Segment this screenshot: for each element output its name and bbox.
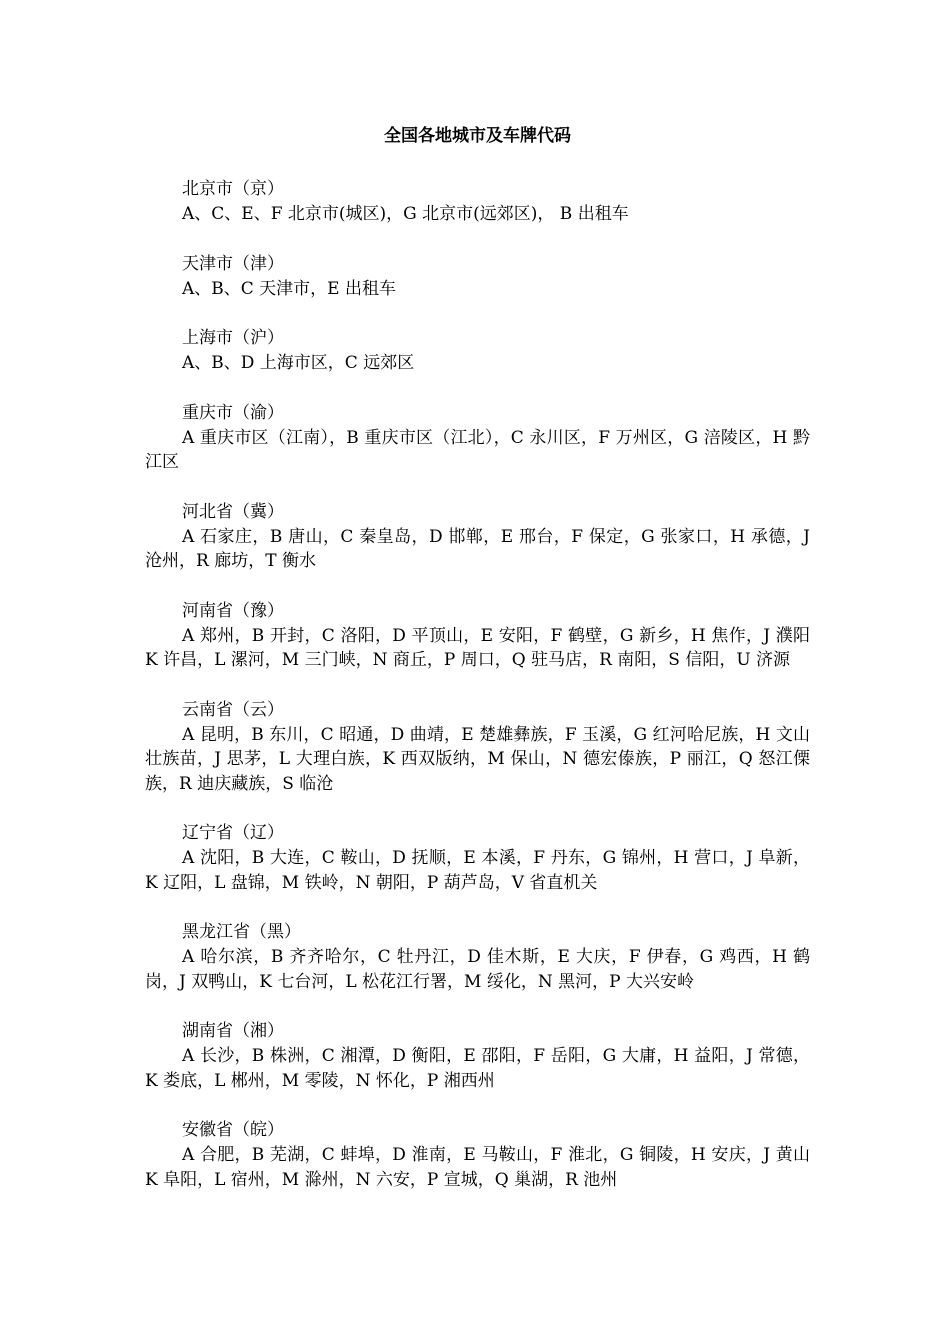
section-heading: 北京市（京） — [182, 179, 284, 199]
section-tianjin — [145, 251, 810, 302]
section-heading: 辽宁省（辽） — [182, 823, 284, 843]
section-body: A 石家庄，B 唐山，C 秦皇岛，D 邯郸，E 邢台，F 保定，G 张家口，H 承德，J 沧州，R 廊坊，T 衡水 — [145, 526, 810, 571]
section-body: A 沈阳，B 大连，C 鞍山，D 抚顺，E 本溪，F 丹东，G 锦州，H 营口，J 阜新，K 辽阳，L 盘锦，M 铁岭，N 朝阳，P 葫芦岛，V 省直机关 — [145, 848, 810, 893]
section-heading: 湖南省（湘） — [182, 1021, 284, 1041]
section-henan — [145, 598, 810, 673]
section-hebei — [145, 499, 810, 574]
section-anhui — [145, 1117, 810, 1192]
section-shanghai — [145, 325, 810, 376]
section-heading: 安徽省（皖） — [182, 1120, 284, 1140]
section-body: A、B、D 上海市区，C 远郊区 — [182, 353, 415, 373]
document-title: 全国各地城市及车牌代码 — [384, 126, 571, 146]
section-heading: 河南省（豫） — [182, 600, 284, 621]
section-body: A 重庆市区（江南），B 重庆市区（江北），C 永川区，F 万州区，G 涪陵区，H 黔江区 — [145, 427, 810, 472]
section-heading: 天津市（津） — [182, 253, 284, 274]
section-liaoning — [145, 820, 810, 895]
section-body: A、B、C 天津市，E 出租车 — [182, 278, 396, 299]
section-heading: 云南省（云） — [182, 699, 284, 720]
document-page — [145, 122, 810, 1216]
section-body: A 长沙，B 株洲，C 湘潭，D 衡阳，E 邵阳，F 岳阳，G 大庸，H 益阳，J 常德，K 娄底，L 郴州，M 零陵，N 怀化，P 湘西州 — [145, 1046, 810, 1091]
section-heading: 上海市（沪） — [182, 328, 284, 348]
section-body: A 合肥，B 芜湖，C 蚌埠，D 淮南，E 马鞍山，F 淮北，G 铜陵，H 安庆，J 黄山 K 阜阳，L 宿州，M 滁州，N 六安，P 宣城，Q 巢湖，R 池州 — [145, 1145, 810, 1190]
section-body: A 哈尔滨，B 齐齐哈尔，C 牡丹江，D 佳木斯，E 大庆，F 伊春，G 鸡西，H 鹤岗，J 双鸭山，K 七台河，L 松花江行署，M 绥化，N 黑河，P 大兴安岭 — [145, 947, 810, 992]
section-body: A、C、E、F 北京市(城区)，G 北京市(远郊区)， B 出租车 — [182, 204, 629, 224]
section-heading: 河北省（冀） — [182, 501, 284, 522]
section-chongqing — [145, 400, 810, 475]
section-body: A 郑州，B 开封，C 洛阳，D 平顶山，E 安阳，F 鹤壁，G 新乡，H 焦作，J 濮阳 K 许昌，L 漯河，M 三门峡，N 商丘，P 周口，Q 驻马店，R 南阳，S 信阳，U 济源 — [145, 625, 810, 670]
section-beijing — [145, 176, 810, 227]
section-heilongjiang — [145, 919, 810, 994]
section-yunnan — [145, 697, 810, 797]
section-heading: 黑龙江省（黑） — [182, 922, 301, 942]
section-hunan — [145, 1018, 810, 1093]
section-body: A 昆明，B 东川，C 昭通，D 曲靖，E 楚雄彝族，F 玉溪，G 红河哈尼族，H 文山壮族苗，J 思茅，L 大理白族，K 西双版纳，M 保山，N 德宏傣族，P 丽江，Q 怒江傈族，R 迪庆藏族，S 临沧 — [145, 724, 810, 794]
section-heading: 重庆市（渝） — [182, 402, 284, 423]
